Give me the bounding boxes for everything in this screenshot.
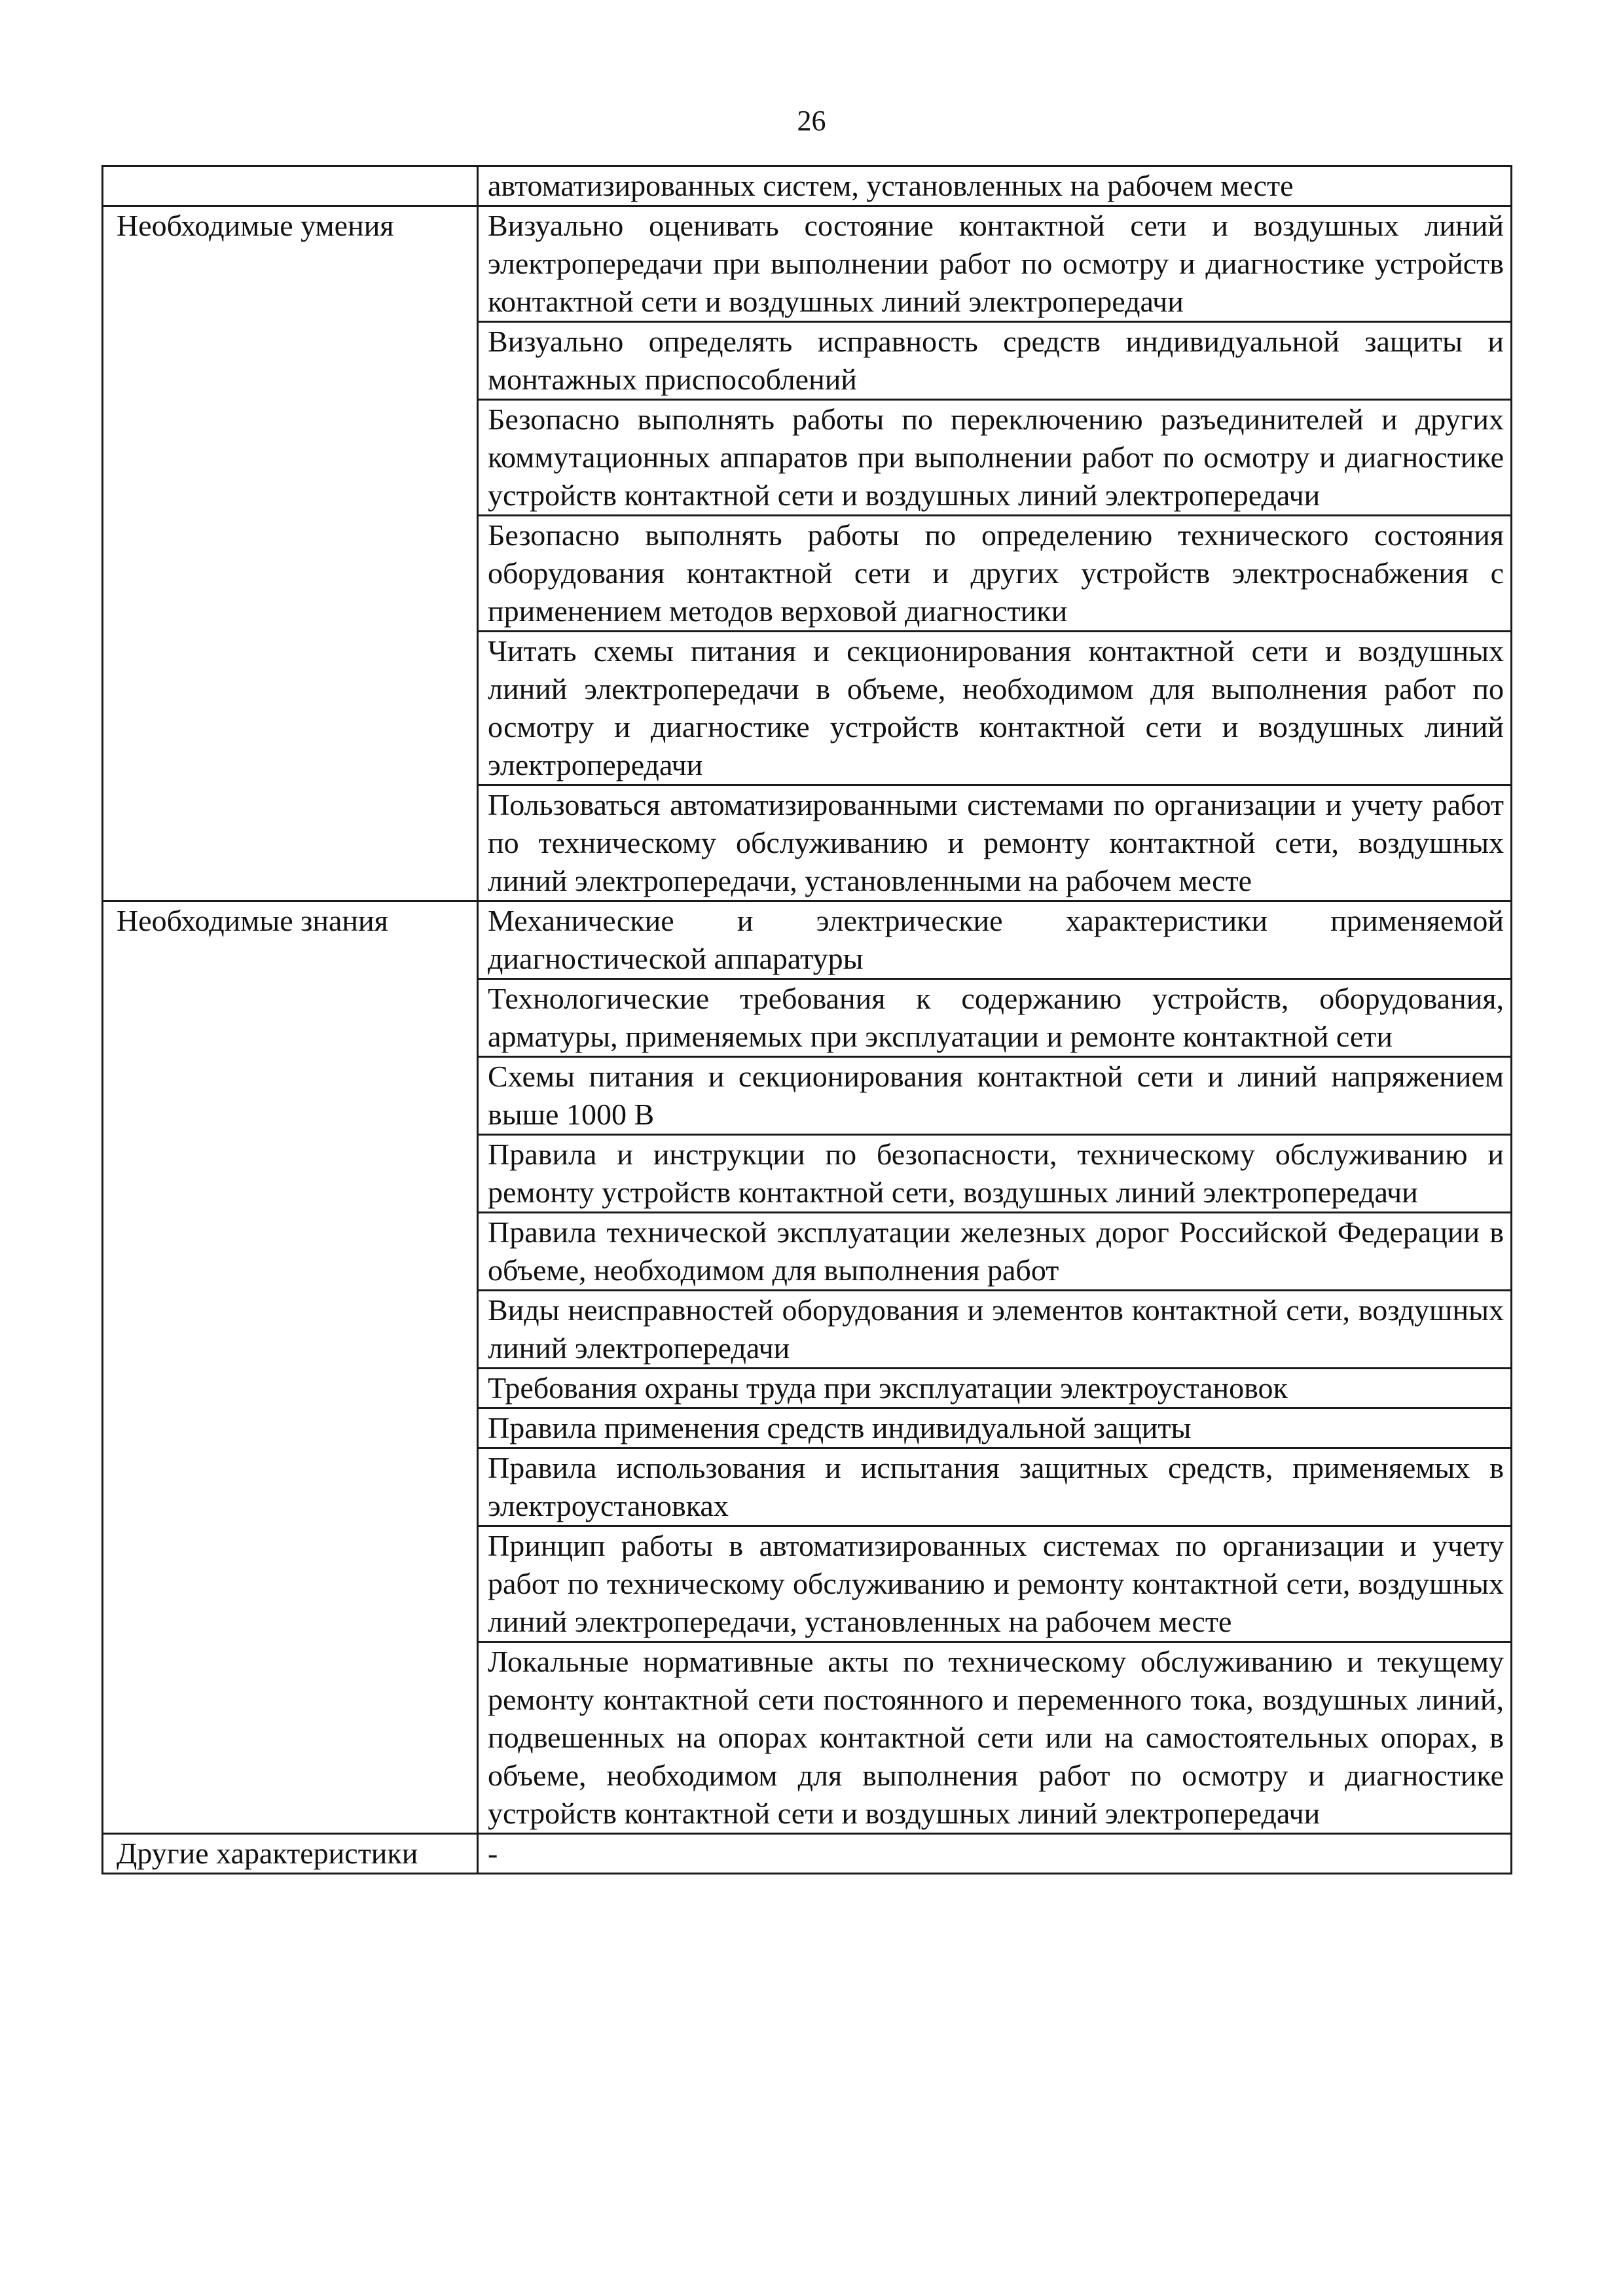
table-row xyxy=(103,1834,1512,1874)
requirements-table xyxy=(101,165,1512,1874)
requirement-text: Правила технической эксплуатации железных дорог Российской Федерации в объеме, необходимом для выполнения работ xyxy=(478,1213,1512,1291)
requirement-text: Требования охраны труда при эксплуатации электроустановок xyxy=(478,1369,1512,1408)
requirement-text: Правила использования и испытания защитных средств, применяемых в электроустановках xyxy=(478,1448,1512,1526)
requirement-text: Читать схемы питания и секционирования контактной сети и воздушных линий электропередачи в объеме, необходимом для выполнения работ по осмотру и диагностике устройств контактной сети и воздушных линий электропередачи xyxy=(478,632,1512,785)
table-row xyxy=(103,901,1512,979)
requirement-text: Технологические требования к содержанию устройств, оборудования, арматуры, применяемых при эксплуатации и ремонте контактной сети xyxy=(478,979,1512,1057)
section-label: Другие характеристики xyxy=(103,1834,478,1874)
requirement-text: - xyxy=(478,1834,1512,1874)
requirement-text: Безопасно выполнять работы по переключению разъединителей и других коммутационных аппаратов при выполнении работ по осмотру и диагностике устройств контактной сети и воздушных линий электропередачи xyxy=(478,400,1512,516)
requirement-text: Механические и электрические характеристики применяемой диагностической аппаратуры xyxy=(478,901,1512,979)
table-row xyxy=(103,166,1512,206)
requirement-text: Схемы питания и секционирования контактной сети и линий напряжением выше 1000 В xyxy=(478,1057,1512,1135)
requirement-text: Безопасно выполнять работы по определению технического состояния оборудования контактной сети и других устройств электроснабжения с применением методов верховой диагностики xyxy=(478,516,1512,632)
section-label: Необходимые знания xyxy=(103,901,478,1834)
requirement-text: Визуально определять исправность средств индивидуальной защиты и монтажных приспособлений xyxy=(478,322,1512,400)
requirement-text: Правила применения средств индивидуальной защиты xyxy=(478,1408,1512,1448)
requirement-text: Принцип работы в автоматизированных системах по организации и учету работ по техническому обслуживанию и ремонту контактной сети, воздушных линий электропередачи, установленных на рабочем месте xyxy=(478,1526,1512,1642)
section-label: Необходимые умения xyxy=(103,206,478,901)
table-row xyxy=(103,206,1512,322)
requirement-text: Правила и инструкции по безопасности, техническому обслуживанию и ремонту устройств контактной сети, воздушных линий электропередачи xyxy=(478,1135,1512,1213)
requirement-text: Пользоваться автоматизированными системами по организации и учету работ по техническому обслуживанию и ремонту контактной сети, воздушных линий электропередачи, установленными на рабочем месте xyxy=(478,785,1512,901)
requirement-text: Виды неисправностей оборудования и элементов контактной сети, воздушных линий электропередачи xyxy=(478,1291,1512,1369)
requirement-text: Локальные нормативные акты по техническому обслуживанию и текущему ремонту контактной сети постоянного и переменного тока, воздушных линий, подвешенных на опорах контактной сети или на самостоятельных опорах, в объеме, необходимом для выполнения работ по осмотру и диагностике устройств контактной сети и воздушных линий электропередачи xyxy=(478,1642,1512,1834)
section-label xyxy=(103,166,478,206)
requirement-text: Визуально оценивать состояние контактной сети и воздушных линий электропередачи при выполнении работ по осмотру и диагностике устройств контактной сети и воздушных линий электропередачи xyxy=(478,206,1512,322)
requirements-table-body xyxy=(103,166,1512,1874)
page-number: 26 xyxy=(797,105,826,137)
requirement-text: автоматизированных систем, установленных на рабочем месте xyxy=(478,166,1512,206)
